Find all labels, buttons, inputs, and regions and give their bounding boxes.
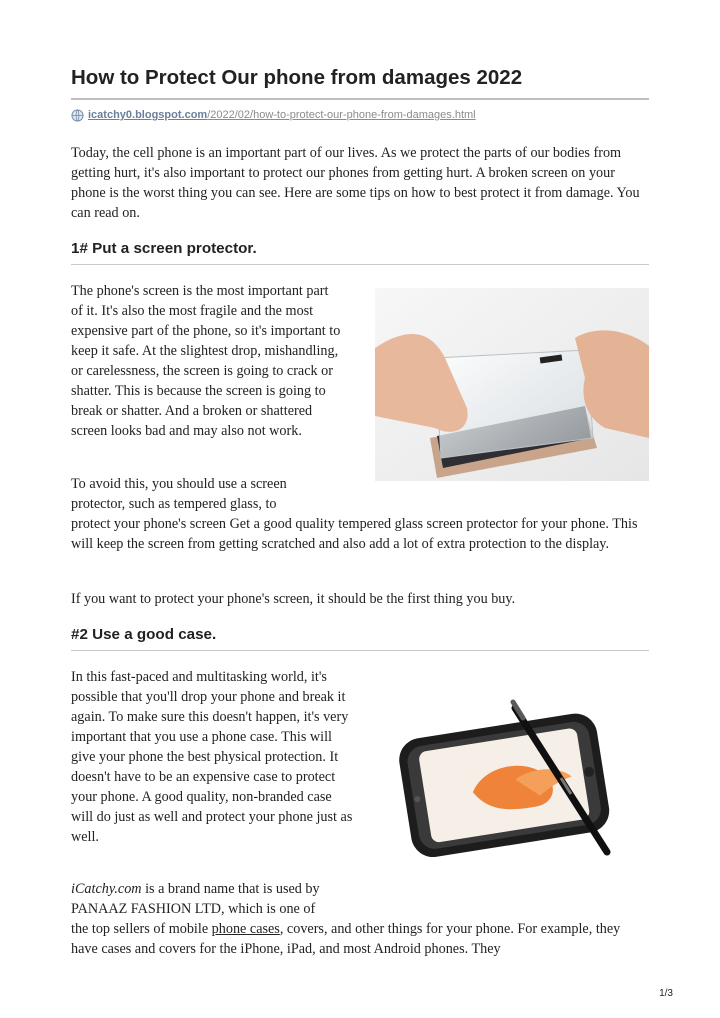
section1-paragraph-1: The phone's screen is the most important part of it. It's also the most fragile and the most expensive part of the phone, so it's important to keep it safe. At the slightest drop, mishandling, or carelessness, the screen is going to crack or shatter. This is because the screen is going to break or shatter. And a broken or shattered screen looks bad and may also not work. <box>71 283 341 439</box>
source-path[interactable]: /2022/02/how-to-protect-our-phone-from-damages.html <box>207 109 476 121</box>
section2-paragraph-1: In this fast-paced and multitasking world, it's possible that you'll drop your phone and break it again. To make sure this doesn't happen, it's very important that you use a phone case. This will give your phone the best physical protection. It doesn't have to be an expensive case to protect your phone. A good quality, non-branded case will do just as well and protect your phone just as well. <box>71 669 353 845</box>
title-divider <box>71 98 649 100</box>
page-number: 1/3 <box>659 988 673 999</box>
screen-protector-photo <box>375 288 649 481</box>
section2-divider <box>71 650 649 651</box>
phone-case-photo <box>375 682 649 872</box>
brand-name: iCatchy.com <box>71 881 142 897</box>
section2-paragraph-2-rest: the top sellers of mobile phone cases, covers, and other things for your phone. For example, they have cases and covers for the iPhone, iPad, and most Android phones. They <box>71 921 621 957</box>
section1-divider <box>71 264 649 265</box>
section1-paragraph-2-left: To avoid this, you should use a screen protector, such as tempered glass, to <box>71 476 287 512</box>
phone-cases-link[interactable]: phone cases <box>211 921 280 937</box>
section1-heading: 1# Put a screen protector. <box>71 240 257 257</box>
section1-paragraph-2-rest: protect your phone's screen Get a good quality tempered glass screen protector for your phone. This will keep the screen from getting scratched and also add a lot of extra protection to the display. <box>71 516 638 552</box>
source-url[interactable] <box>71 107 476 123</box>
page-title: How to Protect Our phone from damages 2022 <box>71 66 523 89</box>
source-domain[interactable]: icatchy0.blogspot.com <box>88 109 208 121</box>
section1-paragraph-3: If you want to protect your phone's screen, it should be the first thing you buy. <box>71 591 516 607</box>
globe-icon <box>71 109 84 122</box>
intro-paragraph: Today, the cell phone is an important part of our lives. As we protect the parts of our bodies from getting hurt, it's also important to protect our phones from getting hurt. A broken screen on your phone is the worst thing you can see. Here are some tips on how to best protect it from damage. You can read on. <box>71 145 640 221</box>
section2-heading: #2 Use a good case. <box>71 626 217 643</box>
section2-paragraph-2-left: iCatchy.com is a brand name that is used by PANAAZ FASHION LTD, which is one of <box>71 881 320 917</box>
